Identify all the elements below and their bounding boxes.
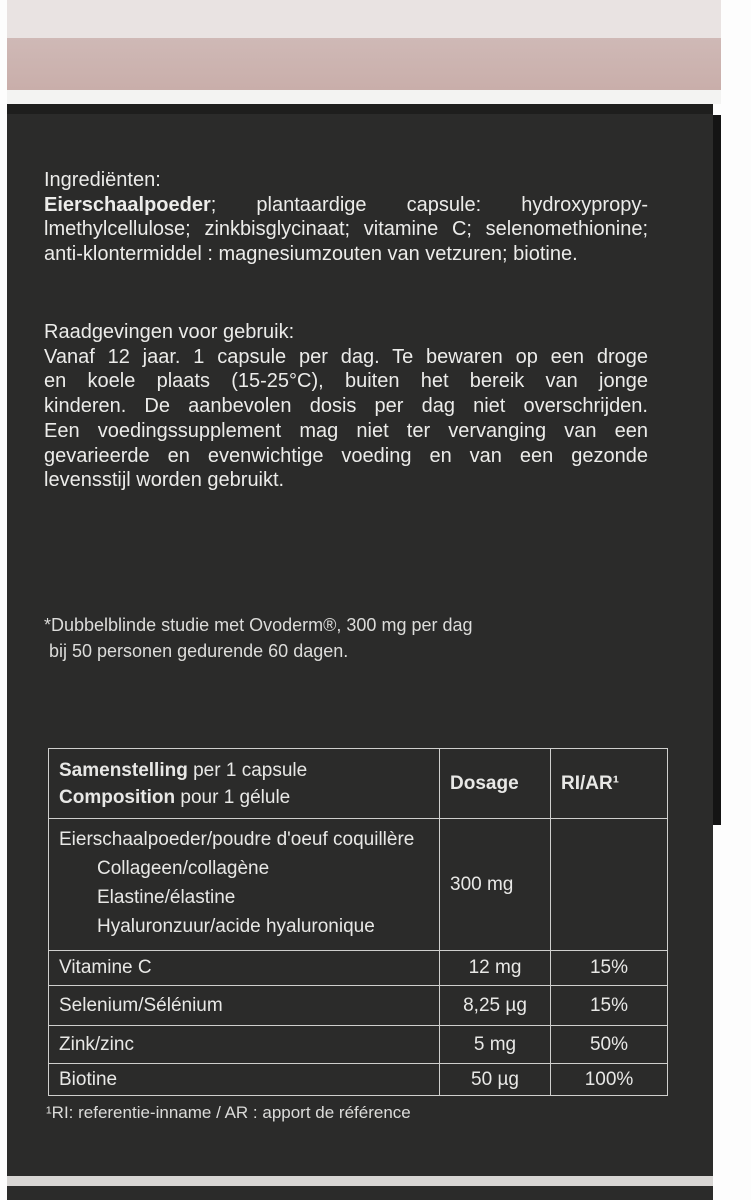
advice-section [44, 320, 648, 493]
group-main: Eierschaalpoeder/poudre d'oeuf coquillère [59, 829, 415, 850]
nutrient-name: Selenium/Sélénium [49, 986, 440, 1026]
advice-line: gevarieerde en evenwichtige voeding en van een gezonde [44, 444, 648, 467]
advice-line: levensstijl worden gebruikt. [44, 469, 285, 492]
nutrient-ri: 15% [551, 986, 668, 1026]
group-name-cell [49, 819, 440, 951]
ri-footnote: ¹RI: referentie-inname / AR : apport de référence [46, 1103, 411, 1122]
header-nl-bold: Samenstelling [59, 759, 188, 781]
table-row [49, 986, 668, 1026]
package-lid-top [7, 0, 721, 38]
header-fr-rest: pour 1 gélule [175, 786, 291, 808]
ingredients-bold-lead: Eierschaalpoeder [44, 193, 211, 216]
ingredients-line-1 [44, 193, 648, 218]
group-sub: Elastine/élastine [97, 887, 236, 908]
ingredients-section [44, 168, 648, 267]
advice-line: Een voedingssupplement mag niet ter vervanging van een [44, 419, 648, 442]
group-sub: Collageen/collagène [97, 858, 270, 879]
group-ri [551, 819, 668, 951]
advice-line: en koele plaats (15-25°C), buiten het bereik van jonge [44, 370, 648, 393]
nutrient-dosage: 5 mg [440, 1026, 551, 1064]
nutrient-dosage: 50 µg [440, 1064, 551, 1096]
nutrient-name: Biotine [49, 1064, 440, 1096]
group-sub: Hyaluronzuur/acide hyaluronique [97, 916, 375, 937]
nutrient-ri: 15% [551, 951, 668, 986]
ri-header: RI/AR¹ [551, 749, 668, 819]
nutrient-dosage: 8,25 µg [440, 986, 551, 1026]
nutrient-ri: 100% [551, 1064, 668, 1096]
table-row-group [49, 819, 668, 951]
study-footnote [44, 612, 473, 664]
table-row [49, 951, 668, 986]
package-bottom-edge [7, 1176, 713, 1186]
advice-line: kinderen. De aanbevolen dosis per dag niet overschrijden. [44, 395, 648, 418]
table-header-row [49, 749, 668, 819]
ingredients-line-3: anti-klontermiddel : magnesiumzouten van vetzuren; biotine. [44, 243, 578, 266]
group-dosage: 300 mg [440, 819, 551, 951]
advice-heading: Raadgevingen voor gebruik: [44, 321, 295, 343]
ingredients-heading: Ingrediënten: [44, 169, 161, 191]
study-footnote-line-1: *Dubbelblinde studie met Ovoderm®, 300 mg per dag [44, 615, 473, 635]
nutrient-dosage: 12 mg [440, 951, 551, 986]
table-row [49, 1026, 668, 1064]
package-side [713, 115, 721, 825]
advice-line: Vanaf 12 jaar. 1 capsule per dag. Te bewaren op een droge [44, 345, 648, 368]
header-nl-rest: per 1 capsule [187, 759, 308, 781]
study-footnote-line-2: bij 50 personen gedurende 60 dagen. [49, 641, 349, 661]
package-lid-band [7, 38, 721, 90]
ingredients-line-1-rest: ; plantaardige capsule: hydroxypropy- [210, 193, 648, 216]
composition-header [49, 749, 440, 819]
package-lid-shadow [7, 104, 713, 114]
table-row [49, 1064, 668, 1096]
ingredients-line-2: lmethylcellulose; zinkbisglycinaat; vitamine C; selenomethionine; [44, 218, 648, 241]
package-lid-edge [7, 90, 721, 104]
composition-table [48, 748, 668, 1096]
dosage-header: Dosage [440, 749, 551, 819]
nutrient-name: Zink/zinc [49, 1026, 440, 1064]
nutrient-name: Vitamine C [49, 951, 440, 986]
header-fr-bold: Composition [59, 786, 176, 808]
nutrient-ri: 50% [551, 1026, 668, 1064]
